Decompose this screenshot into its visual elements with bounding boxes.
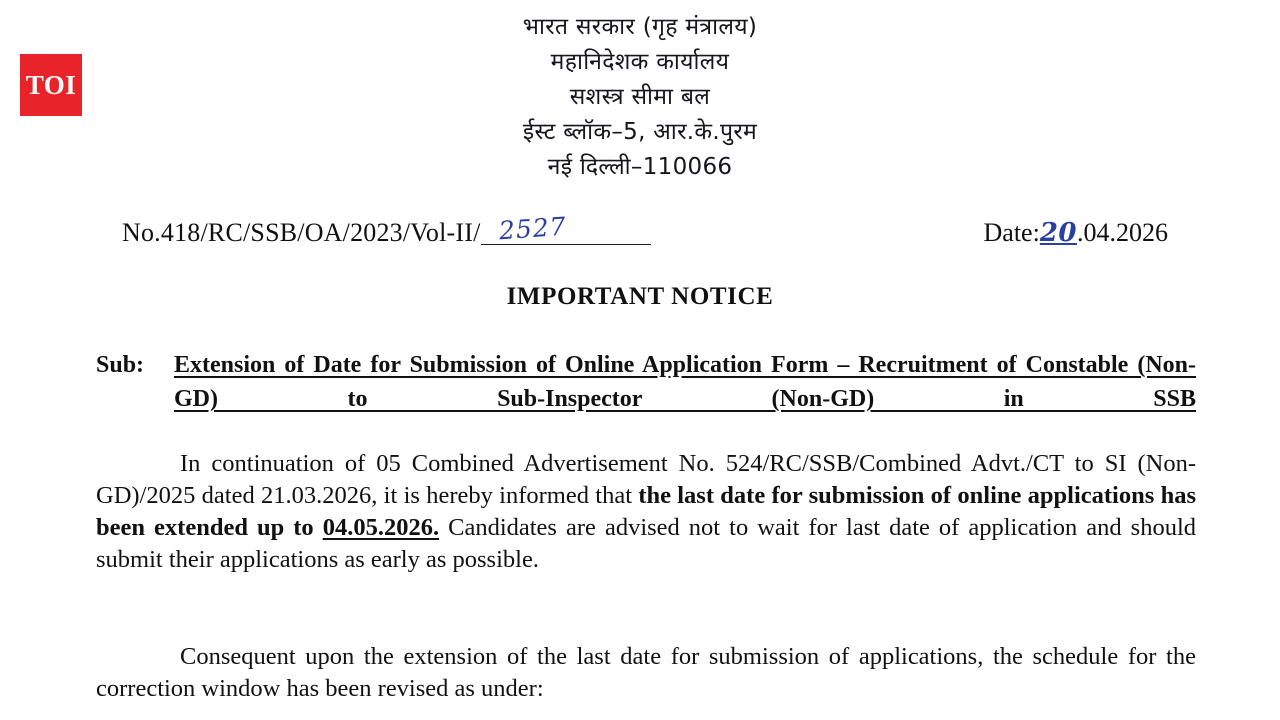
paragraph-1-bold-1: the last date for submission of online applications has been extended up to	[96, 482, 1196, 541]
reference-number-blank	[481, 211, 651, 246]
paragraph-1-part-2: Candidates are advised not to wait for last date of application and should submit their applications as early as possible.	[96, 514, 1196, 573]
letterhead-line-1: भारत सरकार (गृह मंत्रालय)	[522, 14, 758, 40]
letterhead	[0, 10, 1280, 185]
paragraph-1-part-1: In continuation of 05 Combined Advertisement No. 524/RC/SSB/Combined Advt./CT to SI (Non-GD)/2025 dated 21.03.2026, it is hereby informed that	[96, 450, 1196, 509]
reference-number-label: No.418/RC/SSB/OA/2023/Vol-II/	[122, 218, 481, 247]
document-date	[984, 218, 1169, 248]
date-day-handwritten: 20	[1039, 218, 1077, 248]
body-paragraph-1	[96, 448, 1196, 576]
letterhead-line-4: ईस्ट ब्लॉक–5, आर.के.पुरम	[522, 119, 758, 145]
subject-label: Sub:	[96, 352, 145, 378]
subject-text: Extension of Date for Submission of Online Application Form – Recruitment of Constable (Non-GD) to Sub-Inspector (Non-GD) in SSB	[174, 352, 1196, 412]
page-title: IMPORTANT NOTICE	[506, 283, 774, 310]
reference-number-handwritten: 2527	[497, 211, 568, 246]
letterhead-line-2: महानिदेशक कार्यालय	[550, 49, 730, 75]
reference-number	[122, 211, 651, 248]
paragraph-2-text: Consequent upon the extension of the last date for submission of applications, the schedule for the correction window has been revised as under:	[96, 643, 1196, 702]
subject-block	[96, 348, 1196, 416]
date-rest: .04.2026	[1077, 218, 1168, 247]
body-paragraph-2	[96, 641, 1196, 705]
letterhead-line-3: सशस्त्र सीमा बल	[569, 84, 711, 110]
toi-logo-text: TOI	[25, 69, 77, 100]
reference-row	[0, 211, 1280, 258]
paragraph-1-extended-date: 04.05.2026.	[322, 514, 440, 541]
letterhead-line-5: नई दिल्ली–110066	[547, 154, 733, 180]
date-label: Date:	[983, 218, 1040, 247]
